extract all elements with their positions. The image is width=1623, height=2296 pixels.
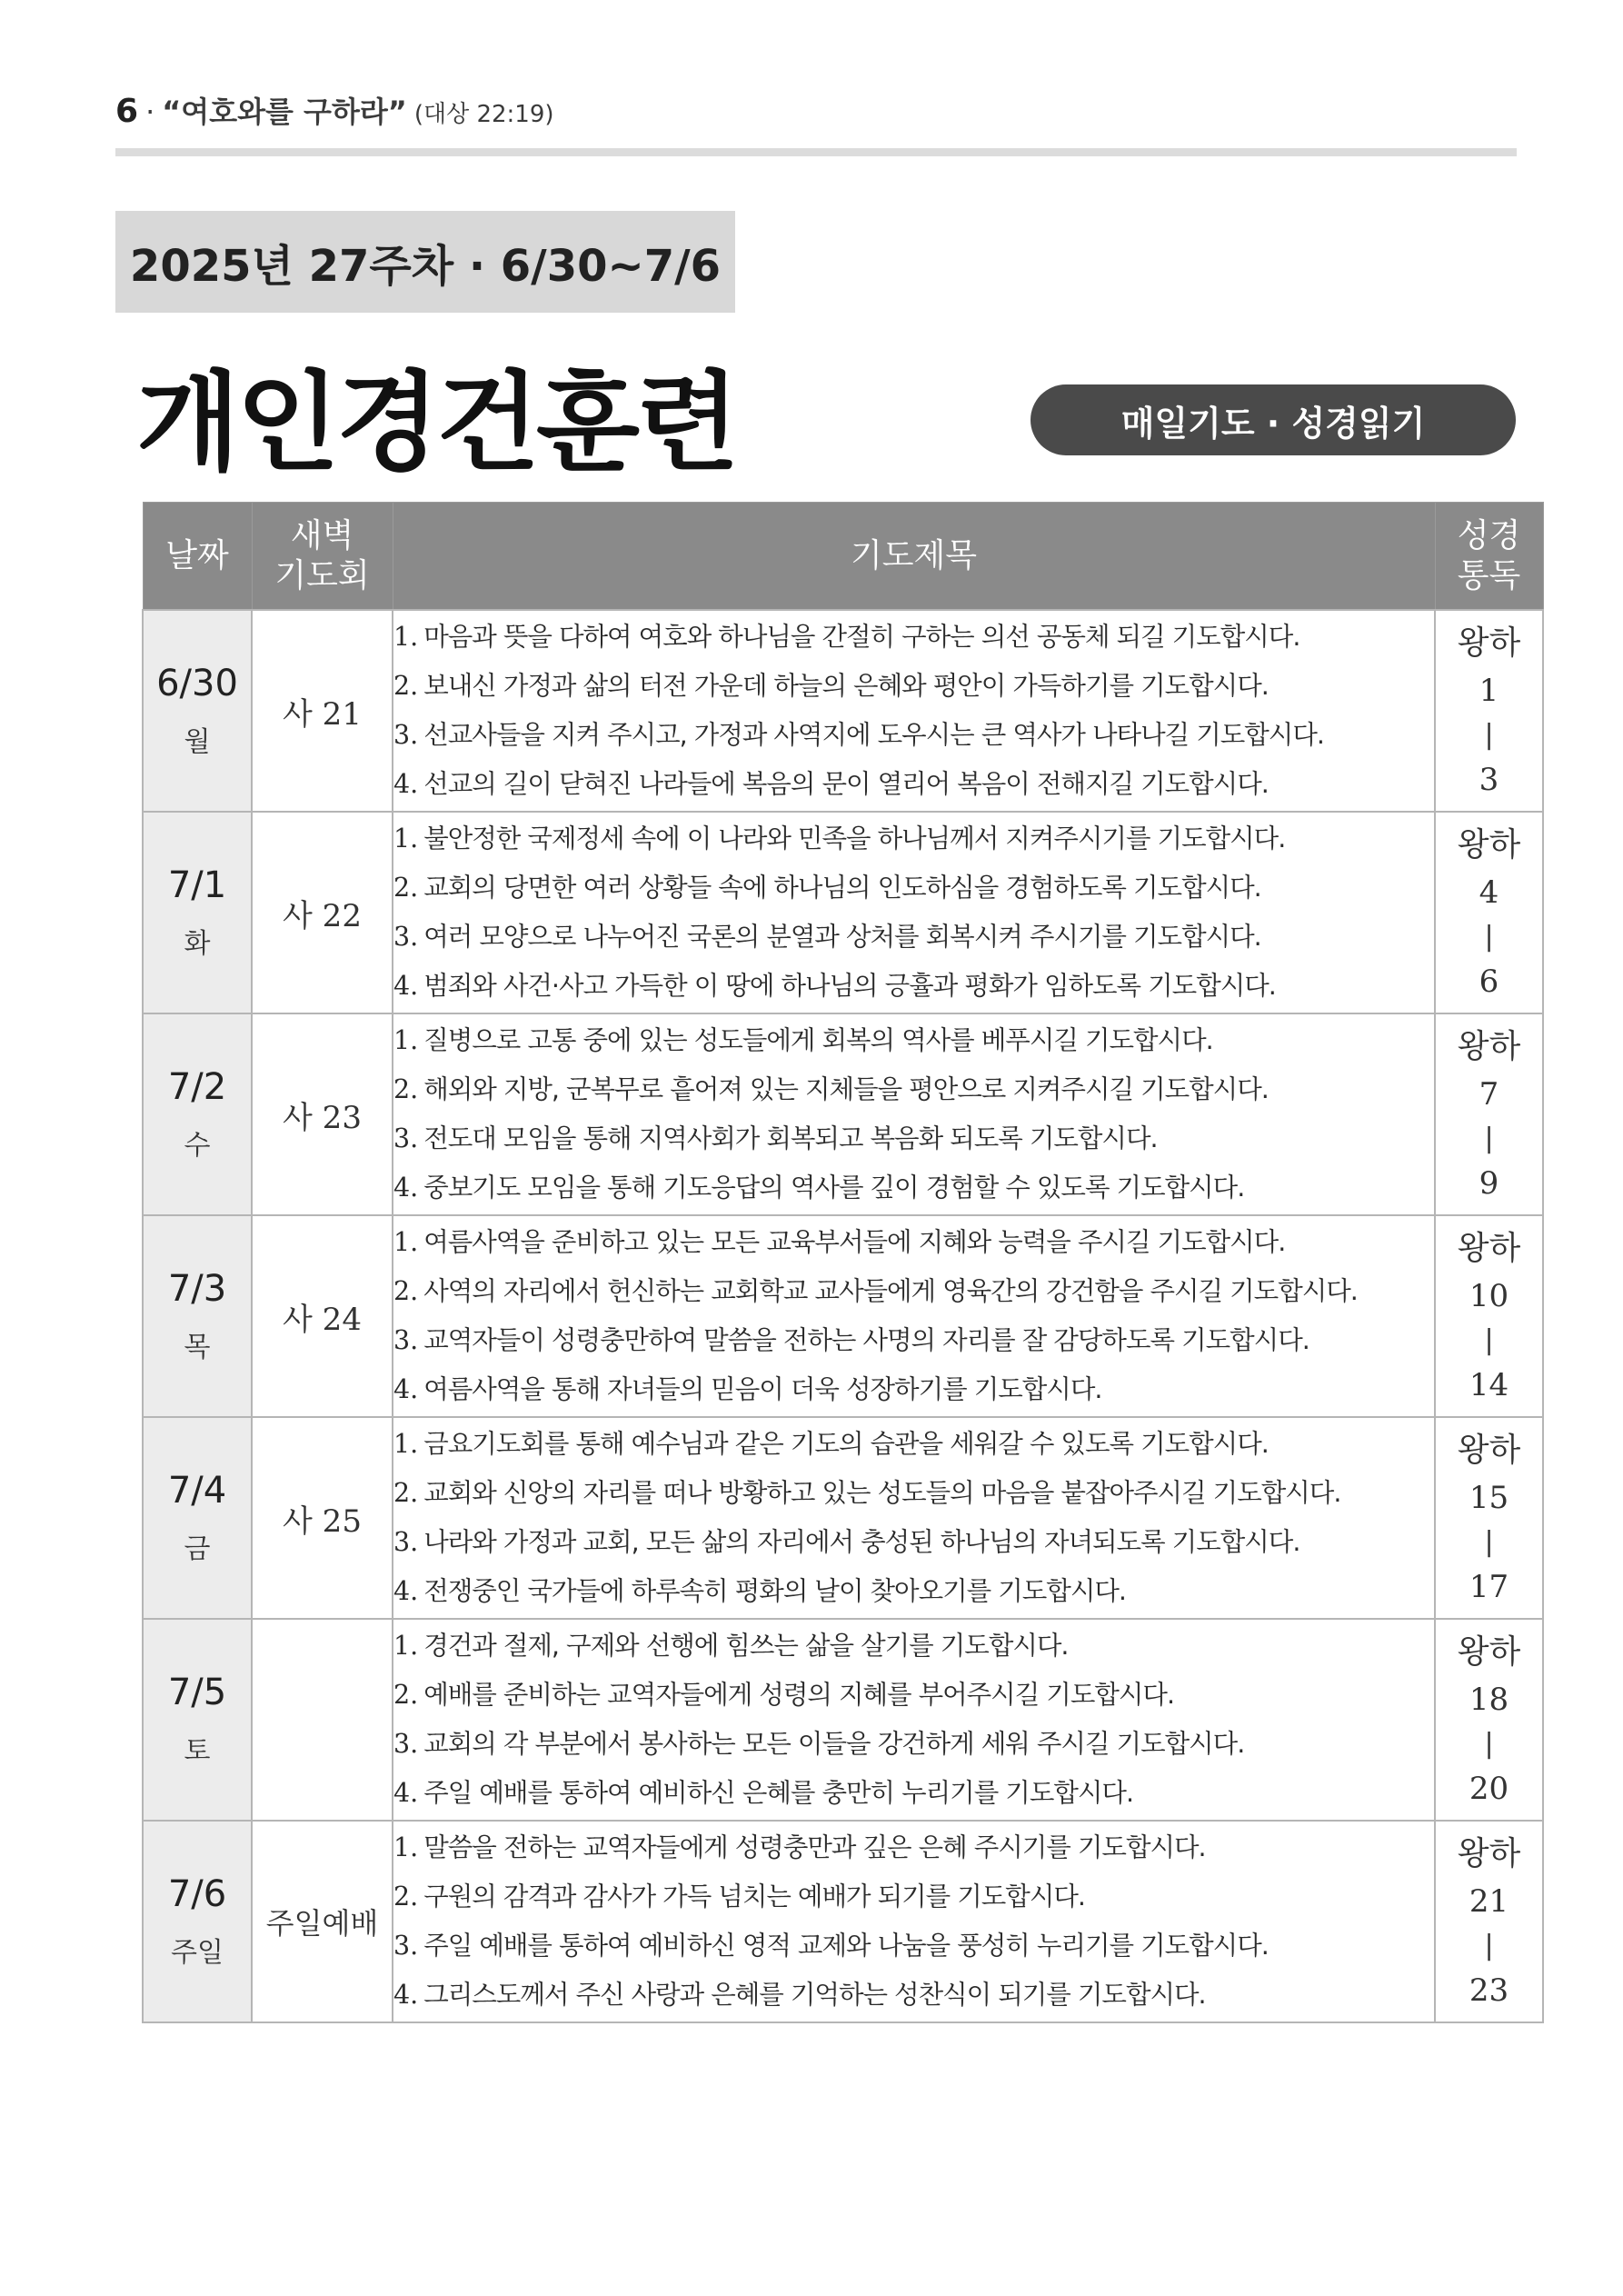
header-dawn-line1: 새벽 (290, 517, 354, 555)
reading-book: 왕하 (1457, 1432, 1521, 1469)
prayer-text: 주일 예배를 통하여 예비하신 은혜를 충만히 누리기를 기도합시다. (423, 1778, 1134, 1808)
date-cell (143, 610, 252, 812)
date-cell (143, 1013, 252, 1215)
prayer-schedule-table (142, 502, 1544, 2023)
header-separator: · (145, 95, 155, 129)
prayer-number: 3. (393, 1729, 419, 1759)
reading-book: 왕하 (1457, 1230, 1521, 1267)
prayer-item (393, 1922, 1434, 1971)
dawn-prayer-cell (252, 1417, 393, 1619)
prayer-item (393, 1267, 1434, 1316)
reading-cell (1435, 1417, 1543, 1619)
prayer-text: 선교의 길이 닫혀진 나라들에 복음의 문이 열리어 복음이 전해지길 기도합시다. (423, 769, 1269, 799)
dawn-passage: 사 23 (283, 1099, 362, 1136)
prayer-item (393, 1316, 1434, 1365)
prayer-item (393, 863, 1434, 913)
prayer-number: 3. (393, 1123, 419, 1153)
prayer-text: 사역의 자리에서 헌신하는 교회학교 교사들에게 영육간의 강건함을 주시길 기도합시다. (423, 1276, 1358, 1306)
running-title: “여호와를 구하라” (162, 95, 407, 129)
reading-end-chapter: 20 (1469, 1771, 1509, 1807)
reading-range-bar: | (1484, 1728, 1494, 1760)
reading-end-chapter: 9 (1479, 1165, 1499, 1202)
reading-cell (1435, 610, 1543, 812)
page-title: 개인경건훈련 (136, 360, 736, 485)
prayer-text: 여름사역을 통해 자녀들의 믿음이 더욱 성장하기를 기도합시다. (423, 1374, 1102, 1404)
prayer-text: 그리스도께서 주신 사랑과 은혜를 기억하는 성찬식이 되기를 기도합시다. (423, 1980, 1206, 2010)
prayer-number: 1. (393, 1631, 419, 1661)
prayer-text: 질병으로 고통 중에 있는 성도들에게 회복의 역사를 베푸시길 기도합시다. (423, 1025, 1213, 1055)
date-value: 6/30 (156, 663, 238, 704)
dawn-prayer-cell (252, 1821, 393, 2022)
weekday: 월 (184, 726, 211, 758)
prayer-number: 2. (393, 1478, 419, 1508)
prayer-text: 교회의 당면한 여러 상황들 속에 하나님의 인도하심을 경험하도록 기도합시다. (423, 873, 1261, 903)
prayer-text: 불안정한 국제정세 속에 이 나라와 민족을 하나님께서 지켜주시기를 기도합시다. (423, 824, 1286, 854)
reading-cell (1435, 812, 1543, 1013)
prayer-number: 3. (393, 720, 419, 750)
prayer-number: 2. (393, 1276, 419, 1306)
dawn-prayer-cell (252, 812, 393, 1013)
prayer-text: 주일 예배를 통하여 예비하신 영적 교제와 나눔을 풍성히 누리기를 기도합시다. (423, 1931, 1269, 1961)
scripture-reference: (대상 22:19) (413, 101, 554, 128)
prayer-number: 2. (393, 1074, 419, 1104)
prayer-text: 전쟁중인 국가들에 하루속히 평화의 날이 찾아오기를 기도합시다. (423, 1576, 1126, 1606)
date-cell (143, 812, 252, 1013)
prayer-text: 여러 모양으로 나누어진 국론의 분열과 상처를 회복시켜 주시기를 기도합시다. (423, 922, 1261, 952)
date-value: 7/6 (167, 1873, 227, 1915)
header-reading-line1: 성경 (1457, 517, 1521, 555)
prayer-number: 3. (393, 1325, 419, 1355)
table-row (143, 1013, 1543, 1215)
week-label: 2025년 27주차 · 6/30~7/6 (115, 211, 735, 313)
prayer-number: 4. (393, 971, 419, 1001)
prayer-text: 구원의 감격과 감사가 가득 넘치는 예배가 되기를 기도합시다. (423, 1882, 1085, 1912)
prayer-topics-cell (393, 1013, 1435, 1215)
date-value: 7/5 (167, 1672, 227, 1713)
header-bible-reading (1435, 503, 1543, 611)
dawn-prayer-cell (252, 1215, 393, 1417)
prayer-number: 3. (393, 1931, 419, 1961)
reading-book: 왕하 (1457, 1835, 1521, 1872)
dawn-passage: 사 22 (283, 897, 362, 934)
prayer-number: 4. (393, 1576, 419, 1606)
prayer-text: 여름사역을 준비하고 있는 모든 교육부서들에 지혜와 능력을 주시길 기도합시다. (423, 1227, 1286, 1257)
date-value: 7/1 (167, 864, 227, 906)
weekday: 수 (184, 1130, 211, 1162)
running-header (115, 89, 554, 131)
dawn-passage: 사 24 (283, 1301, 362, 1338)
prayer-list (393, 814, 1434, 1011)
dawn-prayer-cell (252, 1619, 393, 1821)
prayer-text: 예배를 준비하는 교역자들에게 성령의 지혜를 부어주시길 기도합시다. (423, 1680, 1175, 1710)
prayer-item (393, 1622, 1434, 1671)
dawn-passage: 사 25 (283, 1502, 362, 1540)
prayer-item (393, 814, 1434, 863)
prayer-topics-cell (393, 1619, 1435, 1821)
prayer-item (393, 760, 1434, 809)
reading-start-chapter: 18 (1469, 1682, 1509, 1718)
table-row (143, 1417, 1543, 1619)
header-date: 날짜 (143, 503, 252, 611)
date-cell (143, 1215, 252, 1417)
prayer-list (393, 1218, 1434, 1414)
table-row (143, 1821, 1543, 2022)
reading-start-chapter: 10 (1469, 1278, 1509, 1314)
prayer-number: 2. (393, 1680, 419, 1710)
page-number: 6 (115, 93, 139, 130)
prayer-topics-cell (393, 610, 1435, 812)
date-value: 7/4 (167, 1470, 227, 1512)
prayer-number: 1. (393, 1227, 419, 1257)
reading-range-bar: | (1484, 1324, 1494, 1356)
prayer-text: 해외와 지방, 군복무로 흩어져 있는 지체들을 평안으로 지켜주시길 기도합시다. (423, 1074, 1269, 1104)
reading-end-chapter: 17 (1469, 1569, 1509, 1605)
date-value: 7/2 (167, 1066, 227, 1108)
prayer-item (393, 1469, 1434, 1518)
prayer-number: 2. (393, 873, 419, 903)
reading-cell (1435, 1215, 1543, 1417)
prayer-list (393, 1622, 1434, 1818)
prayer-item (393, 1163, 1434, 1213)
section-pill: 매일기도 · 성경읽기 (1031, 384, 1516, 455)
prayer-text: 선교사들을 지켜 주시고, 가정과 사역지에 도우시는 큰 역사가 나타나길 기도합시다. (423, 720, 1324, 750)
reading-book: 왕하 (1457, 826, 1521, 863)
dawn-prayer-cell (252, 610, 393, 812)
table-row (143, 610, 1543, 812)
prayer-item (393, 1671, 1434, 1720)
date-value: 7/3 (167, 1268, 227, 1310)
prayer-text: 중보기도 모임을 통해 기도응답의 역사를 깊이 경험할 수 있도록 기도합시다. (423, 1173, 1245, 1203)
prayer-topics-cell (393, 1215, 1435, 1417)
prayer-item (393, 1823, 1434, 1872)
prayer-item (393, 1720, 1434, 1769)
prayer-number: 4. (393, 1980, 419, 2010)
prayer-item (393, 1420, 1434, 1469)
reading-book: 왕하 (1457, 1633, 1521, 1671)
prayer-number: 4. (393, 769, 419, 799)
prayer-item (393, 1065, 1434, 1114)
prayer-text: 교회와 신앙의 자리를 떠나 방황하고 있는 성도들의 마음을 붙잡아주시길 기도합시다. (423, 1478, 1341, 1508)
header-prayer-topics: 기도제목 (393, 503, 1435, 611)
prayer-item (393, 1114, 1434, 1163)
prayer-number: 2. (393, 1882, 419, 1912)
prayer-number: 2. (393, 671, 419, 701)
reading-end-chapter: 3 (1479, 762, 1499, 798)
date-cell (143, 1821, 252, 2022)
dawn-passage: 사 21 (283, 695, 362, 733)
table-row (143, 1215, 1543, 1417)
prayer-topics-cell (393, 1417, 1435, 1619)
reading-book: 왕하 (1457, 624, 1521, 662)
dawn-prayer-cell (252, 1013, 393, 1215)
prayer-number: 4. (393, 1374, 419, 1404)
reading-start-chapter: 1 (1479, 673, 1499, 709)
reading-range-bar: | (1484, 719, 1494, 751)
prayer-number: 3. (393, 1527, 419, 1557)
reading-end-chapter: 14 (1469, 1367, 1509, 1403)
dawn-passage: 주일예배 (265, 1906, 379, 1941)
prayer-item (393, 662, 1434, 711)
reading-range-bar: | (1484, 1526, 1494, 1558)
prayer-number: 4. (393, 1778, 419, 1808)
date-cell (143, 1417, 252, 1619)
header-dawn-prayer (252, 503, 393, 611)
prayer-list (393, 1016, 1434, 1213)
reading-cell (1435, 1619, 1543, 1821)
prayer-topics-cell (393, 1821, 1435, 2022)
reading-range-bar: | (1484, 1123, 1494, 1154)
prayer-item (393, 1016, 1434, 1065)
prayer-topics-cell (393, 812, 1435, 1013)
reading-start-chapter: 4 (1479, 874, 1499, 911)
prayer-item (393, 711, 1434, 760)
prayer-text: 금요기도회를 통해 예수님과 같은 기도의 습관을 세워갈 수 있도록 기도합시다. (423, 1429, 1269, 1459)
prayer-item (393, 1518, 1434, 1567)
weekday: 목 (184, 1332, 211, 1363)
prayer-text: 보내신 가정과 삶의 터전 가운데 하늘의 은혜와 평안이 가득하기를 기도합시다. (423, 671, 1269, 701)
prayer-text: 경건과 절제, 구제와 선행에 힘쓰는 삶을 살기를 기도합시다. (423, 1631, 1069, 1661)
table-row (143, 1619, 1543, 1821)
header-dawn-line2: 기도회 (274, 556, 370, 594)
prayer-item (393, 1971, 1434, 2020)
date-cell (143, 1619, 252, 1821)
prayer-number: 1. (393, 1429, 419, 1459)
reading-cell (1435, 1821, 1543, 2022)
prayer-number: 1. (393, 824, 419, 854)
prayer-list (393, 1823, 1434, 2020)
reading-end-chapter: 6 (1479, 963, 1499, 1000)
prayer-item (393, 962, 1434, 1011)
reading-cell (1435, 1013, 1543, 1215)
prayer-item (393, 613, 1434, 662)
prayer-number: 4. (393, 1173, 419, 1203)
prayer-number: 1. (393, 622, 419, 652)
prayer-item (393, 1872, 1434, 1922)
prayer-list (393, 1420, 1434, 1616)
reading-range-bar: | (1484, 1930, 1494, 1962)
header-rule (115, 148, 1517, 156)
prayer-item (393, 1567, 1434, 1616)
prayer-text: 마음과 뜻을 다하여 여호와 하나님을 간절히 구하는 의선 공동체 되길 기도합시다. (423, 622, 1300, 652)
reading-range-bar: | (1484, 921, 1494, 953)
prayer-number: 1. (393, 1025, 419, 1055)
prayer-item (393, 1365, 1434, 1414)
reading-start-chapter: 15 (1469, 1480, 1509, 1516)
reading-start-chapter: 21 (1469, 1883, 1509, 1920)
weekday: 화 (184, 928, 211, 960)
weekday: 금 (184, 1533, 211, 1565)
prayer-text: 말씀을 전하는 교역자들에게 성령충만과 깊은 은혜 주시기를 기도합시다. (423, 1832, 1206, 1862)
table-header-row (143, 503, 1543, 611)
prayer-number: 1. (393, 1832, 419, 1862)
header-reading-line2: 통독 (1457, 556, 1521, 594)
prayer-number: 3. (393, 922, 419, 952)
prayer-item (393, 913, 1434, 962)
reading-start-chapter: 7 (1479, 1076, 1499, 1113)
prayer-text: 범죄와 사건·사고 가득한 이 땅에 하나님의 긍휼과 평화가 임하도록 기도합시다. (423, 971, 1276, 1001)
prayer-text: 교역자들이 성령충만하여 말씀을 전하는 사명의 자리를 잘 감당하도록 기도합시다. (423, 1325, 1309, 1355)
weekday: 주일 (171, 1937, 224, 1969)
prayer-text: 나라와 가정과 교회, 모든 삶의 자리에서 충성된 하나님의 자녀되도록 기도합시다. (423, 1527, 1300, 1557)
reading-end-chapter: 23 (1469, 1972, 1509, 2009)
table-row (143, 812, 1543, 1013)
prayer-item (393, 1218, 1434, 1267)
prayer-text: 교회의 각 부분에서 봉사하는 모든 이들을 강건하게 세워 주시길 기도합시다. (423, 1729, 1245, 1759)
weekday: 토 (184, 1735, 211, 1767)
prayer-text: 전도대 모임을 통해 지역사회가 회복되고 복음화 되도록 기도합시다. (423, 1123, 1158, 1153)
reading-book: 왕하 (1457, 1028, 1521, 1065)
prayer-item (393, 1769, 1434, 1818)
prayer-list (393, 613, 1434, 809)
